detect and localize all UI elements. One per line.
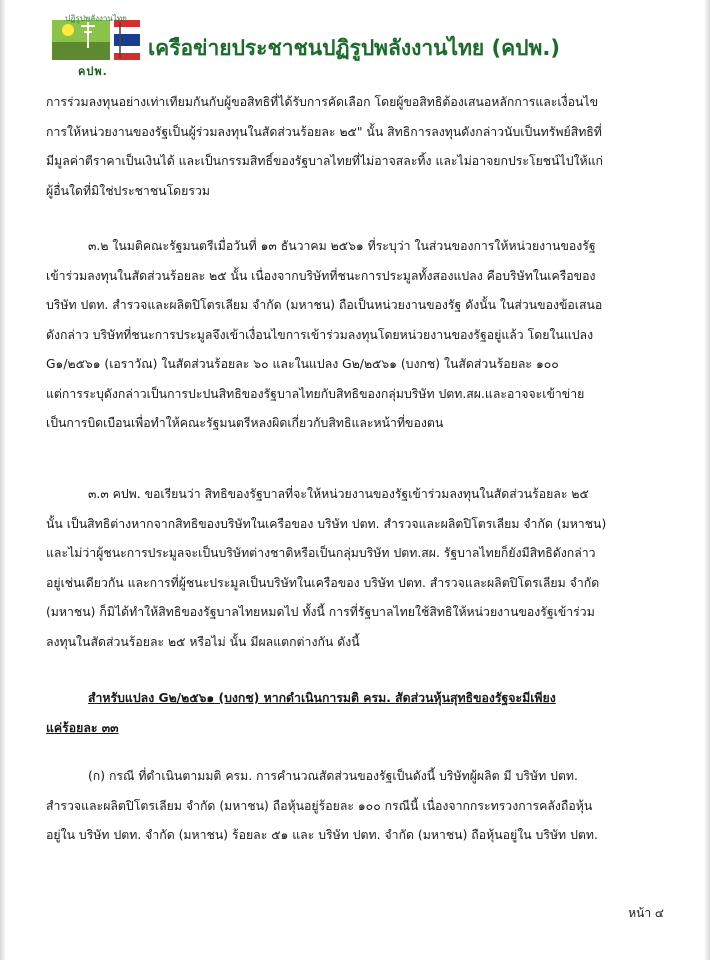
logo-tagline: ปฏิรูปพลังงานไทย [65, 14, 127, 23]
text-line: G๑/๒๕๖๑ (เอราวัณ) ในสัดส่วนร้อยละ ๖๐ และในแปลง G๒/๒๕๖๑ (บงกช) ในสัดส่วนร้อยละ ๑๐๐ [46, 357, 559, 371]
text-line: บริษัท ปตท. สำรวจและผลิตปิโตรเลียม จำกัด (มหาชน) ถือเป็นหน่วยงานของรัฐ ดังนั้น ในส่วนของข้อเสนอ [46, 298, 603, 312]
text-line: อยู่ใน บริษัท ปตท. จำกัด (มหาชน) ร้อยละ ๕๑ และ บริษัท ปตท. จำกัด (มหาชน) ถือหุ้นอยู่ใน บริษัท ปตท. [46, 828, 598, 842]
document-header [48, 8, 668, 78]
text-line: สำรวจและผลิตปิโตรเลียม จำกัด (มหาชน) ถือหุ้นอยู่ร้อยละ ๑๐๐ กรณีนี้ เนื่องจากกระทรวงการคลังถือหุ้น [46, 798, 593, 813]
page-number: หน้า ๔ [628, 906, 664, 920]
text-line: ๓.๓ คปพ. ขอเรียนว่า สิทธิของรัฐบาลที่จะให้หน่วยงานของรัฐเข้าร่วมลงทุนในสัดส่วนร้อยละ ๒๕ [88, 487, 589, 501]
heading-line: แค่ร้อยละ ๓๓ [46, 720, 119, 735]
text-line: ลงทุนในสัดส่วนร้อยละ ๒๕ หรือไม่ นั้น มีผลแตกต่างกัน ดังนี้ [46, 634, 360, 649]
text-line: มีมูลค่าตีราคาเป็นเงินได้ และเป็นกรรมสิทธิ์ของรัฐบาลไทยที่ไม่อาจสละทิ้ง และไม่อาจยกประโยชน์ไปให้แก่ [46, 154, 604, 168]
paragraph-1 [46, 88, 672, 206]
paragraph-case-a [46, 762, 672, 851]
text-line: การให้หน่วยงานของรัฐเป็นผู้ร่วมลงทุนในสัดส่วนร้อยละ ๒๕" นั้น สิทธิการลงทุนดังกล่าวนับเป็นทรัพย์สิทธิที่ [46, 124, 602, 139]
text-line: เป็นการบิดเบือนเพื่อทำให้คณะรัฐมนตรีหลงผิดเกี่ยวกับสิทธิและหน้าที่ของตน [46, 416, 444, 430]
text-line: และไม่ว่าผู้ชนะการประมูลจะเป็นบริษัทต่างชาติหรือเป็นกลุ่มบริษัท ปตท.สผ. รัฐบาลไทยก็ยังมีสิทธิดังกล่าว [46, 546, 596, 560]
organization-title: เครือข่ายประชาชนปฏิรูปพลังงานไทย (คปพ.) [148, 36, 560, 60]
paragraph-3-2 [46, 232, 672, 439]
paragraph-3-3 [46, 480, 672, 657]
text-line: ๓.๒ ในมติคณะรัฐมนตรีเมื่อวันที่ ๑๓ ธันวาคม ๒๕๖๑ ที่ระบุว่า ในส่วนของการให้หน่วยงานของรัฐ [88, 239, 596, 253]
text-line: ผู้อื่นใดที่มิใช่ประชาชนโดยรวม [46, 183, 210, 198]
section-heading [46, 684, 672, 743]
logo-abbreviation: คปพ. [78, 65, 108, 78]
heading-line: สำหรับแปลง G๒/๒๕๖๑ (บงกช) หากดำเนินการมติ ครม. สัดส่วนหุ้นสุทธิของรัฐจะมีเพียง [88, 691, 556, 705]
page-shadow-left [0, 0, 6, 960]
text-line: ดังกล่าว บริษัทที่ชนะการประมูลจึงเข้าเงื่อนไขการเข้าร่วมลงทุนโดยหน่วยงานของรัฐอยู่แล้ว โดยในแปลง [46, 327, 594, 342]
page-shadow-right [704, 0, 710, 960]
text-line: (มหาชน) ก็มิได้ทำให้สิทธิของรัฐบาลไทยหมดไป ทั้งนี้ การที่รัฐบาลไทยใช้สิทธิให้หน่วยงานของรัฐเข้าร่วม [46, 605, 595, 619]
text-line: การร่วมลงทุนอย่างเท่าเทียมกันกับผู้ขอสิทธิที่ได้รับการคัดเลือก โดยผู้ขอสิทธิต้องเสนอหลักการและเงื่อนไข [46, 95, 598, 109]
text-line: อยู่เช่นเดียวกัน และการที่ผู้ชนะประมูลเป็นบริษัทในเครือของ บริษัท ปตท. สำรวจและผลิตปิโตรเลียม จำกัด [46, 575, 600, 590]
kpp-logo [48, 8, 144, 76]
text-line: (ก) กรณี ที่ดำเนินตามมติ ครม. การคำนวณสัดส่วนของรัฐเป็นดังนี้ บริษัทผู้ผลิต มี บริษัท ปตท. [88, 769, 578, 783]
text-line: นั้น เป็นสิทธิต่างหากจากสิทธิของบริษัทในเครือของ บริษัท ปตท. สำรวจและผลิตปิโตรเลียม จำกัด (มหาชน) [46, 516, 607, 531]
text-line: เข้าร่วมลงทุนในสัดส่วนร้อยละ ๒๕ นั้น เนื่องจากบริษัทที่ชนะการประมูลทั้งสองแปลง คือบริษัทในเครือของ [46, 268, 596, 283]
text-line: แต่การระบุดังกล่าวเป็นการปะปนสิทธิของรัฐบาลไทยกับสิทธิของกลุ่มบริษัท ปตท.สผ.และอาจจะเข้าข่าย [46, 386, 585, 401]
